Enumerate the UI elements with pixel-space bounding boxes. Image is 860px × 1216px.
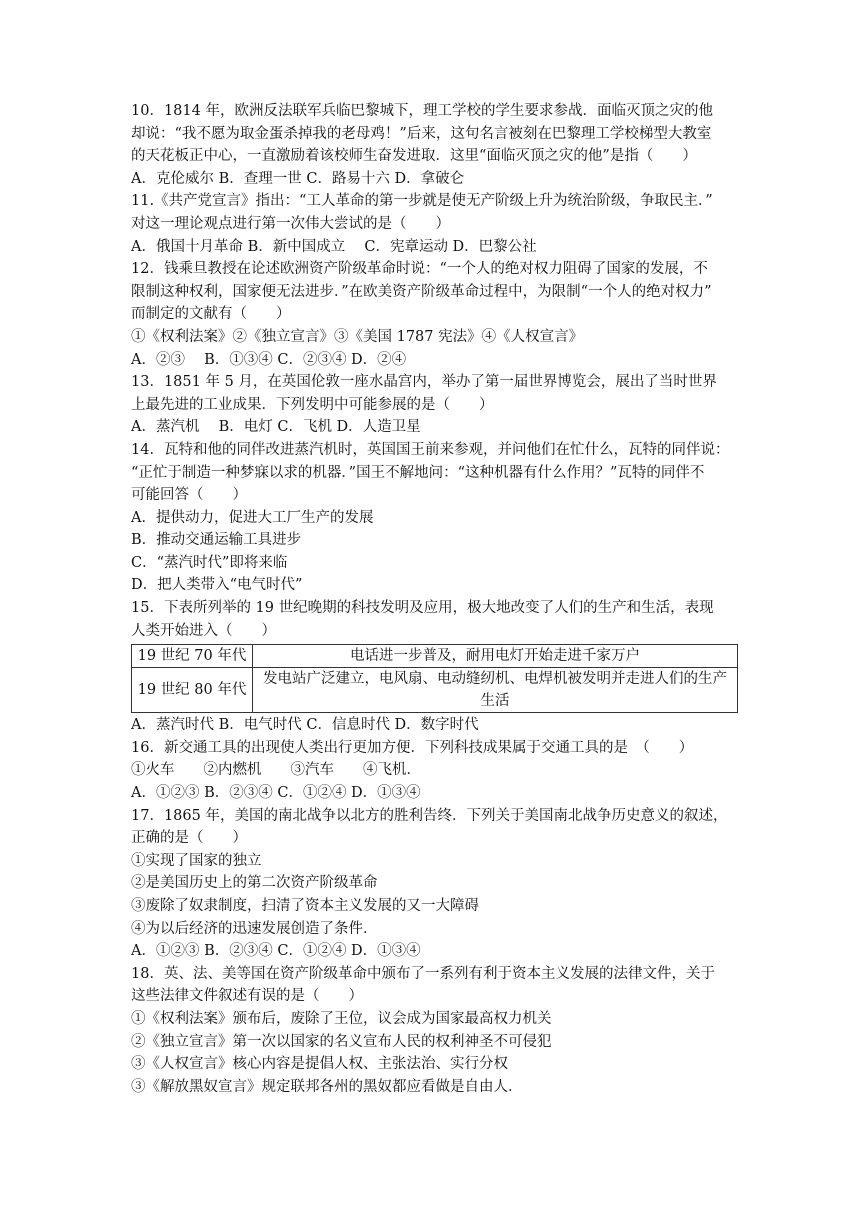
table-cell-desc: 电话进一步普及，耐用电灯开始走进千家万户: [253, 645, 738, 668]
text-line: 人类开始进入（ ）: [131, 622, 276, 639]
answer-options: A．蒸汽时代 B．电气时代 C．信息时代 D．数字时代: [131, 717, 479, 734]
answer-option: D．把人类带入“电气时代”: [131, 577, 303, 594]
text-line: ③废除了奴隶制度，扫清了资本主义发展的又一大障碍: [131, 898, 479, 914]
table-cell-era: 19 世纪 70 年代: [132, 645, 253, 668]
text-line: 14．瓦特和他的同伴改进蒸汽机时，英国国王前来参观，并问他们在忙什么，瓦特的同伴说：: [131, 441, 730, 458]
answer-options: A．①②③ B．②③④ C．①②④ D．①③④: [131, 785, 421, 802]
table-row: [132, 668, 738, 713]
answer-options: A．蒸汽机 B．电灯 C．飞机 D．人造卫星: [131, 419, 421, 436]
text-line: ②是美国历史上的第二次资产阶级革命: [131, 875, 378, 892]
text-line: 却说：“我不愿为取金蛋杀掉我的老母鸡！”后来，这句名言被刻在巴黎理工学校梯型大教室: [131, 125, 712, 142]
text-line: 10．1814 年，欧洲反法联军兵临巴黎城下，理工学校的学生要求参战．面临灭顶之灾的他: [131, 103, 713, 119]
text-line: 16．新交通工具的出现使人类出行更加方便．下列科技成果属于交通工具的是 （ ）: [131, 739, 694, 756]
answer-options: A．①②③ B．②③④ C．①②④ D．①③④: [131, 943, 421, 960]
text-line: 的天花板正中心，一直激励着该校师生奋发进取．这里“面临灭顶之灾的他”是指（ ）: [131, 148, 697, 165]
text-line: “正忙于制造一种梦寐以求的机器．”国王不解地问：“这种机器有什么作用？”瓦特的同伴不: [131, 464, 705, 481]
q15-table: [131, 644, 738, 713]
text-line: 18．英、法、美等国在资产阶级革命中颁布了一系列有利于资本主义发展的法律文件，关于: [131, 965, 715, 982]
text-line: 上最先进的工业成果．下列发明中可能参展的是（ ）: [131, 396, 494, 413]
answer-option: A．提供动力，促进大工厂生产的发展: [131, 509, 374, 526]
text-line: 可能回答（ ）: [131, 487, 247, 504]
text-line: ①实现了国家的独立: [131, 852, 262, 869]
text-line: ③《解放黑奴宣言》规定联邦各州的黑奴都应看做是自由人．: [131, 1078, 523, 1095]
answer-options: A．俄国十月革命 B．新中国成立 C．宪章运动 D．巴黎公社: [131, 238, 537, 255]
answer-option: B．推动交通运输工具进步: [131, 532, 302, 549]
text-line: 17．1865 年，美国的南北战争以北方的胜利告终．下列关于美国南北战争历史意义的叙述，: [131, 807, 728, 824]
text-line: ①火车 ②内燃机 ③汽车 ④飞机．: [131, 762, 421, 779]
text-line: 正确的是（ ）: [131, 830, 247, 847]
text-line: 13．1851 年 5 月，在英国伦敦一座水晶宫内，举办了第一届世界博览会，展出了当时世界: [131, 374, 717, 391]
text-line: 对这一理论观点进行第一次伟大尝试的是（ ）: [131, 215, 450, 232]
text-line: ④为以后经济的迅速发展创造了条件．: [131, 920, 378, 937]
exam-page: [131, 100, 740, 1098]
text-line: 而制定的文献有（ ）: [131, 306, 291, 323]
text-line: ①《权利法案》颁布后，废除了王位，议会成为国家最高权力机关: [131, 1010, 552, 1027]
questions-15-18: [131, 714, 740, 1098]
table-cell-desc: 发电站广泛建立，电风扇、电动缝纫机、电焊机被发明并走进人们的生产生活: [253, 668, 738, 713]
text-line: 15．下表所列举的 19 世纪晚期的科技发明及应用，极大地改变了人们的生产和生活，表现: [131, 600, 714, 617]
table-cell-era: 19 世纪 80 年代: [132, 668, 253, 713]
text-line: ②《独立宣言》第一次以国家的名义宣布人民的权利神圣不可侵犯: [131, 1033, 552, 1050]
answer-options: A．克伦威尔 B．查理一世 C．路易十六 D．拿破仑: [131, 170, 465, 187]
text-line: 这些法律文件叙述有误的是（ ）: [131, 988, 363, 1005]
text-line: 限制这种权利，国家便无法进步．”在欧美资产阶级革命过程中，为限制“一个人的绝对权力”: [131, 283, 712, 300]
text-line: ③《人权宣言》核心内容是提倡人权、主张法治、实行分权: [131, 1056, 508, 1073]
questions-10-15: [131, 100, 740, 642]
table-row: [132, 645, 738, 668]
answer-options: A．②③ B．①③④ C．②③④ D．②④: [131, 351, 407, 368]
text-line: 11.《共产党宣言》指出：“工人革命的第一步就是使无产阶级上升为统治阶级，争取民主．”: [131, 193, 713, 210]
text-line: ①《权利法案》②《独立宣言》③《美国 1787 宪法》④《人权宣言》: [131, 328, 584, 345]
text-line: 12．钱乘旦教授在论述欧洲资产阶级革命时说：“一个人的绝对权力阻碍了国家的发展，不: [131, 261, 708, 278]
answer-option: C．“蒸汽时代”即将来临: [131, 554, 288, 571]
